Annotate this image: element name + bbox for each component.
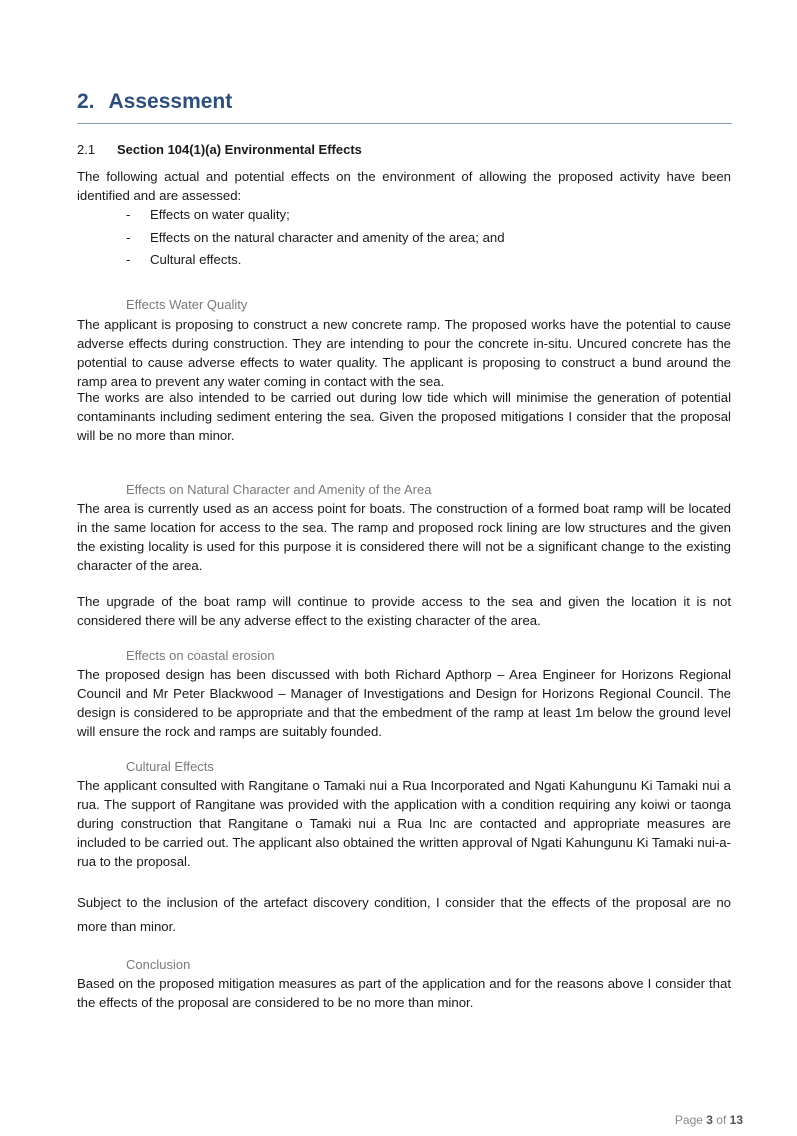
page-number: Page 3 of 13 <box>674 1113 743 1127</box>
list-item: - Cultural effects. <box>126 252 242 267</box>
water-quality-paragraph-2: The works are also intended to be carried out during low tide which will minimise the generation of potential contaminants including sediment entering the sea. Given the proposed mitigations I consider that the proposal will be no more than minor. <box>77 390 731 443</box>
effects-list <box>126 205 505 273</box>
coastal-erosion-paragraph: The proposed design has been discussed with both Richard Apthorp – Area Engineer for Horizons Regional Council and Mr Peter Blackwood – Manager of Investigations and Design for Horizons Regional Council. The design is considered to be appropriate and that the embedment of the ramp at least 1m below the ground level will ensure the rock and ramps are suitably founded. <box>77 667 731 739</box>
cultural-effects-paragraph-1: The applicant consulted with Rangitane o Tamaki nui a Rua Incorporated and Ngati Kahungunu Ki Tamaki nui a rua. The support of Rangitane was provided with the application with a condition requiring any koiwi or taonga during construction that Rangitane o Tamaki nui a Rua Inc are contacted and appropriate measures are included to be carried out. The applicant also obtained the written approval of Ngati Kahungunu Ki Tamaki nui-a-rua to the proposal. <box>77 778 731 869</box>
cultural-effects-heading: Cultural Effects <box>126 759 214 774</box>
coastal-erosion-heading: Effects on coastal erosion <box>126 648 275 663</box>
section-heading-number: 2. <box>77 90 95 113</box>
conclusion-heading: Conclusion <box>126 957 191 972</box>
subsection-number: 2.1 <box>77 142 96 157</box>
natural-character-paragraph-2: The upgrade of the boat ramp will continue to provide access to the sea and given the location it is not considered there will be any adverse effect to the existing character of the area. <box>77 594 731 628</box>
subsection-heading <box>77 141 362 159</box>
heading-rule <box>77 123 732 124</box>
section-heading-title: Assessment <box>108 90 233 113</box>
section-heading <box>77 88 232 116</box>
list-item: - Effects on water quality; <box>126 207 290 222</box>
total-pages: 13 <box>729 1113 743 1127</box>
water-quality-paragraph-1: The applicant is proposing to construct a new concrete ramp. The proposed works have the potential to cause adverse effects during construction. They are intending to pour the concrete in-situ. Uncured concrete has the potential to cause adverse effects to water quality. The applicant is proposing to construct a bund around the ramp area to prevent any water coming in contact with the sea. <box>77 317 731 389</box>
natural-character-paragraph-1: The area is currently used as an access point for boats. The construction of a formed boat ramp will be located in the same location for access to the sea. The ramp and proposed rock lining are low structures and the given the existing locality is used for this purpose it is considered there will not be a significant change to the existing character of the area. <box>77 501 731 573</box>
cultural-effects-paragraph-2: Subject to the inclusion of the artefact discovery condition, I consider that the effects of the proposal are no more than minor. <box>77 895 731 934</box>
list-item: - Effects on the natural character and amenity of the area; and <box>126 229 505 245</box>
intro-paragraph: The following actual and potential effects on the environment of allowing the proposed activity have been identified and are assessed: <box>77 169 731 203</box>
subsection-title: Section 104(1)(a) Environmental Effects <box>117 142 362 157</box>
natural-character-heading: Effects on Natural Character and Amenity of the Area <box>126 482 432 497</box>
conclusion-paragraph: Based on the proposed mitigation measures as part of the application and for the reasons above I consider that the effects of the proposal are considered to be no more than minor. <box>77 976 731 1010</box>
water-quality-heading: Effects Water Quality <box>126 297 248 312</box>
current-page: 3 <box>706 1113 713 1127</box>
